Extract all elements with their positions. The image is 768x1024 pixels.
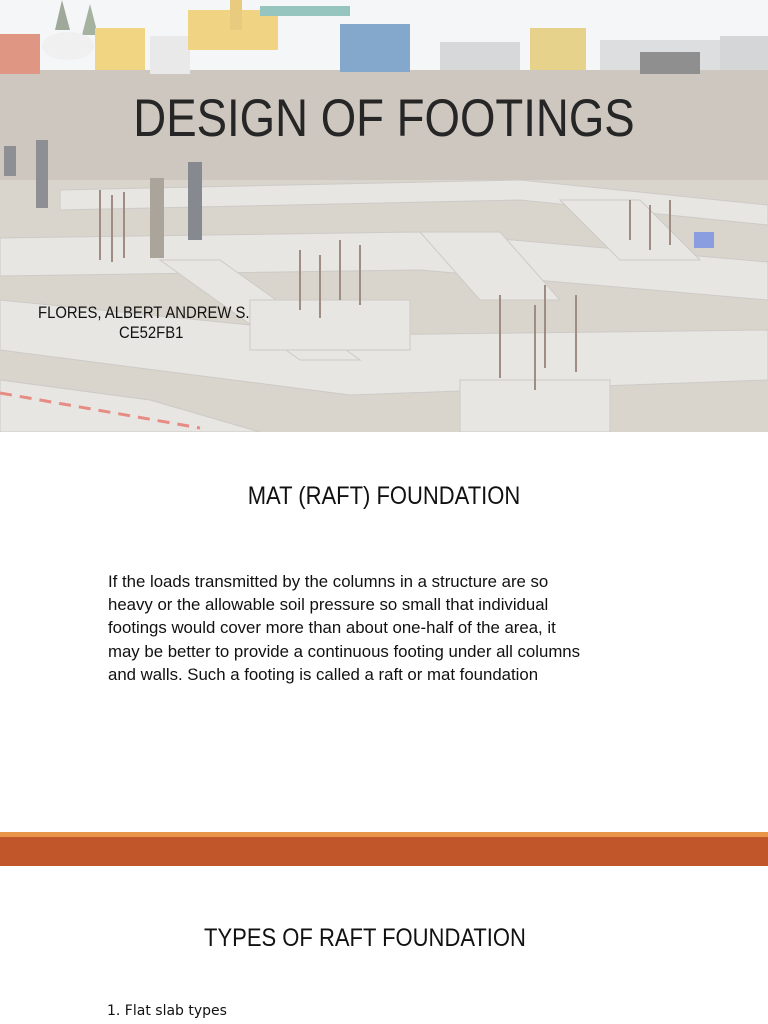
list-item: 1. Flat slab types bbox=[107, 1003, 227, 1019]
slide-heading: TYPES OF RAFT FOUNDATION bbox=[204, 924, 526, 952]
author-name: FLORES, ALBERT ANDREW S. bbox=[38, 304, 250, 322]
body-line: heavy or the allowable soil pressure so small that individual bbox=[108, 595, 549, 615]
body-line: and walls. Such a footing is called a raft or mat foundation bbox=[108, 664, 539, 684]
presentation-title: DESIGN OF FOOTINGS bbox=[133, 89, 635, 148]
body-line: may be better to provide a continuous footing under all columns bbox=[108, 641, 581, 661]
photo-light-overlay bbox=[0, 0, 768, 432]
body-line: footings would cover more than about one-half of the area, it bbox=[108, 618, 556, 638]
body-line: If the loads transmitted by the columns in a structure are so bbox=[108, 572, 549, 591]
mat-foundation-slide bbox=[0, 432, 768, 832]
slide-heading: MAT (RAFT) FOUNDATION bbox=[247, 482, 521, 510]
title-slide bbox=[0, 0, 768, 432]
accent-band bbox=[0, 837, 768, 866]
section-code: CE52FB1 bbox=[119, 324, 184, 342]
slide-body-text bbox=[108, 570, 668, 686]
types-of-raft-slide bbox=[0, 832, 768, 1024]
